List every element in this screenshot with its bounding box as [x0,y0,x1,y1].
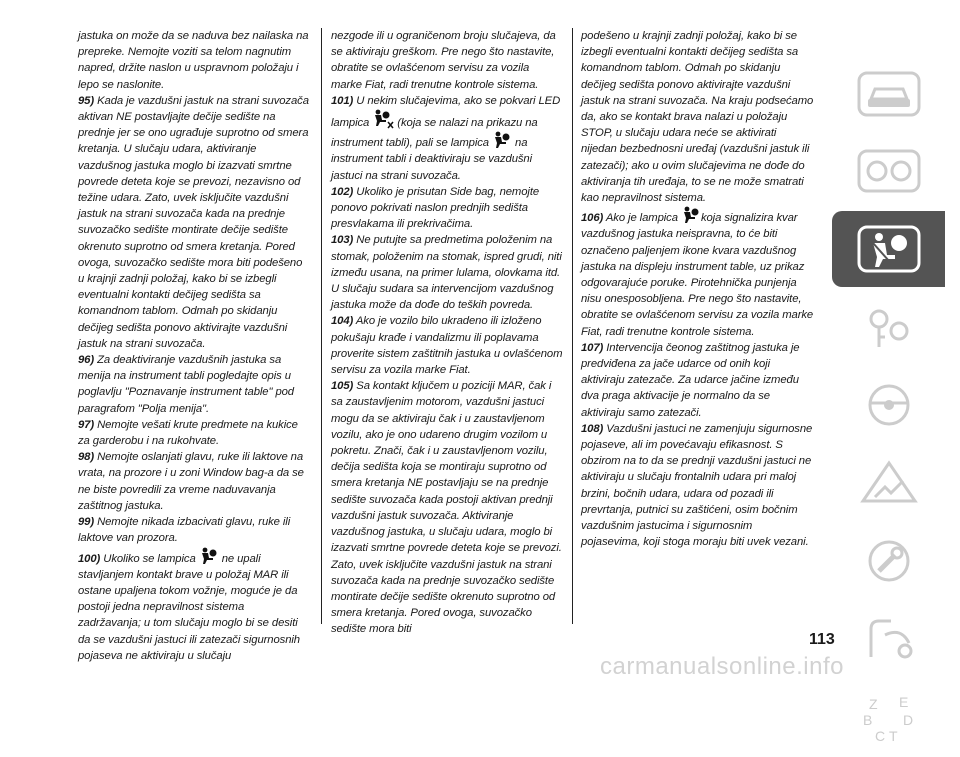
warning-text: Ako je lampica [603,212,681,225]
warning-text: Ukoliko se lampica [100,552,199,565]
warning-98 [78,449,310,514]
watermark: carmanualsonline.info [600,653,844,680]
index-letter: B [862,712,872,728]
warning-text: koja signalizira kvar vazdušnog jastuka neispravna, to će biti označeno paljenjem ikone kvara vazdušnog jastuka na displeju instrument table, uz prikaz odgovarajuće poruke. Pirotehnička punjenja nisu onesposobljena. Pre nego što nastavite, obratite se ovlašćenom servisu za vozila marke Fiat, radi trenutne kontrole sistema. [581,212,814,338]
warning-number: 99) [78,516,95,529]
tab-driving[interactable] [832,367,945,443]
warning-text: na instrument tabli i deaktiviraju se vazdušni jastuci na strani suvozača. [331,137,533,182]
warning-text: U nekim slučajevima, ako se pokvari LED lampica [331,94,561,130]
warning-number: 101) [331,94,354,107]
warning-number: 106) [581,212,604,225]
index-letters-icon [855,691,923,743]
steering-wheel-icon [855,379,923,431]
warning-text: Intervencija čeonog zaštitnog jastuka je predviđena za jače udarce od onih koji aktiviraju zatezače. Za udarce jačine između dva praga aktivacije je normalno da se aktiviraju samo zatezači. [581,341,800,419]
warning-text: Ukoliko je prisutan Side bag, nemojte ponovo pokrivati naslon prednjih sedišta presvlakama ili prekrivačima. [331,185,540,231]
chapter-sidebar [832,55,945,757]
warning-99 [78,514,310,546]
warning-number: 105) [331,380,354,393]
paragraph: jastuka on može da se naduva bez nailaska na prepreke. Nemojte voziti sa telom nagnutim napred, držite naslon u uspravnom položaju i lepo se naslonite. [78,30,309,91]
column-divider [321,28,322,624]
warning-text: Ne putujte sa predmetima položenim na stomak, položenim na stomak, ispred grudi, niti između usana, na primer lulama, olovkama itd. U slučaju sudara sa intervencijom vazdušnog jastuka može da dođe do teških povreda. [331,234,562,312]
warning-97 [78,417,310,449]
warning-triangle-icon [855,457,923,509]
index-letter: C [874,728,885,743]
tab-maintenance[interactable] [832,523,945,599]
index-letter: E [898,694,908,710]
tab-car[interactable] [832,55,945,131]
warning-text: Ako je vozilo bilo ukradeno ili izloženo pokušaju krađe i vandalizmu ili poplavama proverite sistem zaštitnih jastuka u ovlašćenom servisu za vozila marke Fiat. [331,315,563,377]
text-column-2 [331,28,563,638]
page-number: 113 [809,631,835,648]
index-letter: T [888,728,898,743]
warning-number: 98) [78,451,95,464]
warning-text: Nemojte vešati krute predmete na kukice za garderobu i na rukohvate. [78,418,298,448]
warning-number: 103) [331,234,354,247]
dashboard-warning-icon [855,145,923,197]
warning-number: 107) [581,341,604,354]
column-divider [572,28,573,624]
warning-103 [331,232,563,313]
warning-number: 96) [78,354,95,367]
warning-text: Nemojte oslanjati glavu, ruke ili laktove na vrata, na prozore i u zoni Window bag-a da se ne biste povredili za vreme naduvavanja zaštitnog jastuka. [78,451,304,512]
warning-number: 97) [78,418,95,431]
wrench-icon [855,535,923,587]
paragraph: nezgode ili u ograničenom broju slučajeva, da se aktiviraju greškom. Pre nego što nastavite, obratite se ovlašćenom servisu za vozila marke Fiat, radi trenutne kontrole sistema. [331,30,556,91]
tab-index[interactable] [832,679,945,755]
airbag-warning-icon [492,131,512,149]
warning-95 [78,93,310,352]
warning-text: ne upali stavljanjem kontakt brave u položaj MAR ili ostane upaljena tokom vožnje, moguće je da postoji jedna nepravilnost sistema zadržavanja; u tom slučaju moglo bi se desiti da se vazdušni jastuci ili zatezači sigurnosnih pojaseva ne aktiviraju u slučaju [78,552,300,662]
airbag-warning-icon [199,547,219,565]
tab-starting[interactable] [832,289,945,365]
warning-text: Sa kontakt ključem u poziciji MAR, čak i sa zaustavljenim motorom, vazdušni jastuci mogu da se aktiviraju čak i u zaustavljenom vozilu, ako je ono udareno drugim vozilom u pokretu. Znači, čak i u zaustavljenom vozilu, dečija sedišta koja se montiraju suprotno od smera kretanja NE postavljaju se na prednje sedište suvozača kada postoji aktivan prednji vazdušni jastuk suvozača. Aktiviranje vazdušnog jastuka, u slučaju udara, moglo bi izazvati smrtne povrede deteta koje se prevozi. Zato, uvek isključite vazdušni jastuk na strani suvozača kada na prednje suvozačko sedište montirate dečije sedište okrenuto suprotno od smera kretanja. Pored ovoga, suvozačko sedište mora biti [331,380,562,636]
warning-number: 102) [331,185,354,198]
warning-100 [78,547,310,664]
warning-number: 100) [78,552,101,565]
warning-text: Za deaktiviranje vazdušnih jastuka sa menija na instrument tabli pogledajte opis u poglavlju "Poznavanje instrument table" pod paragrafom "Polja menija". [78,354,294,415]
warning-101 [331,93,563,184]
warning-text: Nemojte nikada izbacivati glavu, ruke ili laktove van prozora. [78,516,291,545]
text-column-1 [78,28,310,664]
seat-airbag-icon [855,223,923,275]
airbag-warning-icon [681,206,701,224]
tab-safety[interactable] [832,211,945,287]
index-letter: D [902,712,913,728]
warning-107 [581,340,814,421]
warning-102 [331,184,563,233]
index-letter: Z [868,696,878,712]
car-icon [855,67,923,119]
tab-dashboard[interactable] [832,133,945,209]
warning-number: 95) [78,94,95,107]
key-icon [855,301,923,353]
warning-104 [331,313,563,378]
warning-96 [78,352,310,417]
text-column-3 [581,28,814,551]
warning-106 [581,206,814,340]
tab-technical-data[interactable] [832,601,945,677]
warning-text: Kada je vazdušni jastuk na strani suvozača aktivan NE postavljajte dečije sedište na prednje jer se ono ugrađuje suprotno od smera kretanja. U slučaju udara, aktiviranje vazdušnog jastuka moglo bi izazvati smrtne povrede deteta koje se prevozi, nezavisno od težine udara. Zato, uvek isključite vazdušni jastuk na strani suvozača kada na prednje suvozačko sedište montirate dečije sedište okrenuto suprotno od smera kretanja. Pored ovoga, suvozačko sedište mora biti podešeno u krajnji zadnji položaj, kako bi se izbegli eventualni kontakti dečijeg sedišta sa komandnom tablom. Odmah po skidanju dečijeg sedišta ponovo aktivirajte vazdušni jastuk na strani suvozača. [78,94,309,350]
fuel-nozzle-icon [855,613,923,665]
warning-number: 108) [581,422,604,435]
warning-number: 104) [331,315,354,328]
airbag-off-icon [372,109,394,129]
warning-105 [331,378,563,637]
warning-text: Vazdušni jastuci ne zamenjuju sigurnosne pojaseve, ali im povećavaju efikasnost. S obzirom na to da se prednji vazdušni jastuci ne aktiviraju u slučaju frontalnih udara pri maloj brzini, bočnih udara, udara od pozadi ili prevrtanja, putnici su zaštićeni, osim bočnim vazdušnim jastucima i sigurnosnim pojasevima, koji stoga moraju biti uvek vezani. [581,422,813,549]
warning-text: (koja se nalazi na prikazu na instrument tabli), pali se lampica [331,117,538,150]
paragraph: podešeno u krajnji zadnji položaj, kako bi se izbegli eventualni kontakti dečijeg sedišta sa komandnom tablom. Odmah po skidanju dečijeg sedišta ponovo aktivirajte vazdušni jastuk na strani suvozača. Na kraju podsećamo da, ako se kontakt brava nalazi u položaju STOP, u slučaju udara neće se aktivirati nijedan bezbednosni uređaj (vazdušni jastuk ili zatezači); ako u ovim slučajevima ne dođe do aktiviranja tih uređaja, to se ne može smatrati kao nepravilnost sistema. [581,30,814,205]
warning-108 [581,421,814,551]
tab-emergency[interactable] [832,445,945,521]
